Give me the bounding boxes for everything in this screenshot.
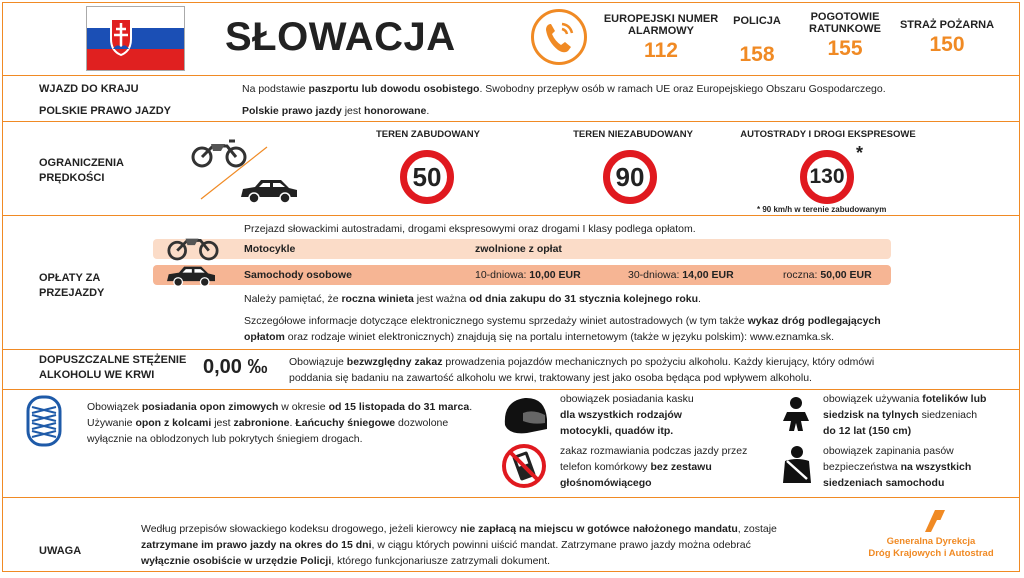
seatbelt-text: obowiązek zapinania pasów bezpieczeństwa na wszystkich siedzeniach samochodu (823, 445, 972, 489)
zone-header-urban: TEREN ZABUDOWANY (376, 129, 480, 140)
alcohol-text: Obowiązuje bezwzględny zakaz prowadzenia pojazdów mechanicznych po spożyciu alkoholu. Każdy kierujący, który odmówi poddania się badaniu na zawartość alkoholu we krwi, traktowany jest jako osoba będąca pod wpływem alkoholu. (289, 356, 875, 384)
helmet-text: obowiązek posiadania kasku dla wszystkich rodzajów motocykli, quadów itp. (560, 393, 694, 437)
vignette-info: Szczegółowe informacje dotyczące elektronicznego systemu sprzedaży winiet autostradowych (w tym także wykaz dróg podlegających opłatom oraz rodzaje winiet elektronicznych) znajdują się na portalu internetowym (także w języku polskim): www.eznamka.sk. (244, 315, 881, 343)
motorcycle-label: Motocykle (244, 243, 296, 255)
motorcycle-icon (167, 231, 219, 261)
entry-text: Na podstawie paszportu lub dowodu osobistego. Swobodny przepływ osób w ramach UE oraz Europejskiego Obszaru Gospodarczego. (242, 83, 886, 95)
phone-icon (531, 9, 587, 65)
divider (3, 121, 1019, 122)
coat-of-arms-icon (109, 17, 133, 57)
country-title: SŁOWACJA (225, 15, 456, 59)
tires-text: Obowiązek posiadania opon zimowych w okresie od 15 listopada do 31 marca. Używanie opon z kolcami jest zabronione. Łańcuchy śniegowe dozwolone wyłącznie na oblodzonych lub pokrytych śniegiem drogach. (87, 401, 473, 445)
speed-sign-130: 130 (800, 150, 854, 204)
child-seat-icon (779, 395, 813, 435)
seatbelt-icon (779, 445, 815, 485)
emergency-eu: EUROPEJSKI NUMER ALARMOWY 112 (603, 13, 719, 62)
child-seat-text: obowiązek używania fotelików lub siedzisk na tylnych siedzeniach do 12 lat (150 cm) (823, 393, 987, 437)
divider (3, 349, 1019, 350)
vignette-10-day: 10-dniowa: 10,00 EUR (475, 269, 581, 281)
zone-header-motorway: AUTOSTRADY I DROGI EKSPRESOWE (740, 129, 916, 140)
infographic (2, 2, 1020, 572)
footnote-asterisk: * (856, 143, 864, 163)
slovakia-flag (86, 6, 185, 71)
divider (3, 389, 1019, 390)
car-icon (163, 264, 219, 288)
tolls-intro: Przejazd słowackimi autostradami, drogami ekspresowymi oraz drogami I klasy podlega opłatom. (244, 223, 696, 235)
tolls-label: OPŁATY ZA PRZEJAZDY (39, 272, 105, 299)
phone-ban-text: zakaz rozmawiania podczas jazdy przez telefon komórkowy bez zestawu głośnomówiącego (560, 445, 748, 489)
no-phone-icon (501, 443, 547, 489)
emergency-fire: STRAŻ POŻARNA 150 (899, 19, 995, 56)
emergency-police: POLICJA 158 (733, 15, 781, 66)
warning-label: UWAGA (39, 545, 82, 557)
alcohol-limit: 0,00 ‰ (203, 356, 268, 378)
zone-header-rural: TEREN NIEZABUDOWANY (573, 129, 693, 140)
tire-icon (25, 395, 63, 447)
divider (3, 75, 1019, 76)
divider (3, 215, 1019, 216)
license-label: POLSKIE PRAWO JAZDY (39, 105, 172, 117)
annual-note: Należy pamiętać, że roczna winieta jest ważna od dnia zakupu do 31 stycznia kolejnego roku. (244, 293, 701, 305)
motorcycle-value: zwolnione z opłat (475, 243, 562, 255)
gddkia-logo-icon (921, 508, 947, 534)
speed-label: OGRANICZENIA PRĘDKOŚCI (39, 157, 124, 184)
vignette-annual: roczna: 50,00 EUR (783, 269, 872, 281)
vignette-30-day: 30-dniowa: 14,00 EUR (628, 269, 734, 281)
car-label: Samochody osobowe (244, 269, 352, 281)
alcohol-label: DOPUSZCZALNE STĘŻENIE ALKOHOLU WE KRWI (39, 354, 187, 381)
car-icon (239, 177, 299, 205)
helmet-icon (501, 395, 549, 439)
warning-text: Według przepisów słowackiego kodeksu drogowego, jeżeli kierowcy nie zapłacą na miejscu w gotówce nałożonego mandatu, zostaje zatrzymane im prawo jazdy na okres do 15 dni, w ciągu których powinni uiścić mandat. Zatrzymane prawo jazdy można odebrać wyłącznie osobiście w urzędzie Policji, którego funkcjonariusze zatrzymali dokument. (141, 523, 777, 567)
speed-footnote: * 90 km/h w terenie zabudowanym (757, 205, 887, 214)
speed-sign-90: 90 (603, 150, 657, 204)
gddkia-logo-text: Generalna Dyrekcja Dróg Krajowych i Autostrad (868, 536, 994, 559)
emergency-ambulance: POGOTOWIE RATUNKOWE 155 (809, 11, 881, 60)
divider (3, 497, 1019, 498)
license-text: Polskie prawo jazdy jest honorowane. (242, 105, 430, 117)
entry-label: WJAZD DO KRAJU (39, 83, 139, 95)
speed-sign-50: 50 (400, 150, 454, 204)
